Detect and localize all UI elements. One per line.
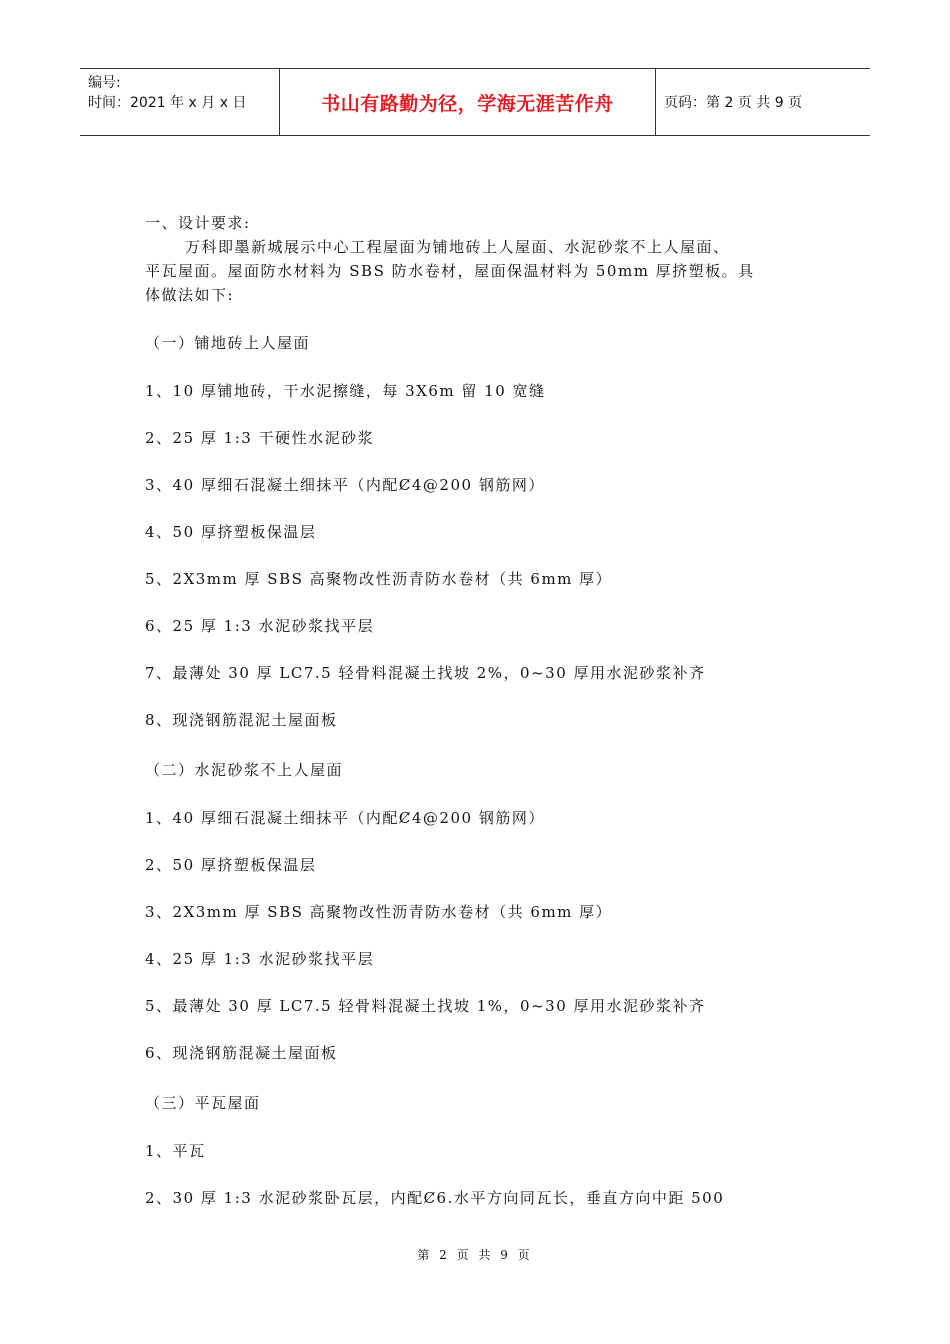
intro-line-2: 平瓦屋面。屋面防水材料为 SBS 防水卷材，屋面保温材料为 50mm 厚挤塑板。具 bbox=[145, 262, 755, 280]
part2-item: 6、现浇钢筋混凝土屋面板 bbox=[145, 1044, 338, 1062]
part1-item: 3、40 厚细石混凝土细抹平（内配Ȼ4@200 钢筋网） bbox=[145, 476, 545, 494]
page-footer: 第 2 页 共 9 页 bbox=[417, 1248, 533, 1262]
part3-item: 2、30 厚 1:3 水泥砂浆卧瓦层，内配Ȼ6.水平方向同瓦长，垂直方向中距 500 bbox=[145, 1189, 725, 1207]
header-motto-cell bbox=[280, 69, 656, 135]
part2-item: 1、40 厚细石混凝土细抹平（内配Ȼ4@200 钢筋网） bbox=[145, 809, 545, 827]
header-meta-cell bbox=[80, 69, 280, 135]
part1-item: 6、25 厚 1:3 水泥砂浆找平层 bbox=[145, 617, 375, 635]
intro-line-3: 体做法如下: bbox=[145, 286, 235, 304]
part2-item: 3、2X3mm 厚 SBS 高聚物改性沥青防水卷材（共 6mm 厚） bbox=[145, 903, 613, 921]
serial-label: 编号: bbox=[88, 75, 121, 91]
part1-item: 5、2X3mm 厚 SBS 高聚物改性沥青防水卷材（共 6mm 厚） bbox=[145, 570, 613, 588]
part1-title: （一）铺地砖上人屋面 bbox=[145, 334, 311, 352]
part1-item: 7、最薄处 30 厚 LC7.5 轻骨料混凝土找坡 2%，0~30 厚用水泥砂浆补齐 bbox=[145, 664, 706, 682]
part3-item: 1、平瓦 bbox=[145, 1142, 206, 1160]
part2-item: 4、25 厚 1:3 水泥砂浆找平层 bbox=[145, 950, 375, 968]
part2-item: 5、最薄处 30 厚 LC7.5 轻骨料混凝土找坡 1%，0~30 厚用水泥砂浆补齐 bbox=[145, 997, 706, 1015]
part1-item: 2、25 厚 1:3 干硬性水泥砂浆 bbox=[145, 429, 375, 447]
intro-line-1: 万科即墨新城展示中心工程屋面为铺地砖上人屋面、水泥砂浆不上人屋面、 bbox=[185, 238, 730, 256]
motto-text: 书山有路勤为径，学海无涯苦作舟 bbox=[321, 92, 614, 115]
part2-title: （二）水泥砂浆不上人屋面 bbox=[145, 761, 344, 779]
part1-item: 8、现浇钢筋混泥土屋面板 bbox=[145, 711, 338, 729]
part1-item: 4、50 厚挤塑板保温层 bbox=[145, 523, 317, 541]
page-header bbox=[80, 68, 870, 136]
part3-title: （三）平瓦屋面 bbox=[145, 1094, 261, 1112]
part1-item: 1、10 厚铺地砖，干水泥擦缝，每 3X6m 留 10 宽缝 bbox=[145, 382, 546, 400]
page-info: 页码：第 2 页 共 9 页 bbox=[664, 95, 803, 111]
section-title: 一、设计要求: bbox=[145, 214, 251, 232]
time-label: 时间：2021 年 x 月 x 日 bbox=[88, 95, 247, 111]
header-page-cell bbox=[656, 69, 870, 135]
part2-item: 2、50 厚挤塑板保温层 bbox=[145, 856, 317, 874]
